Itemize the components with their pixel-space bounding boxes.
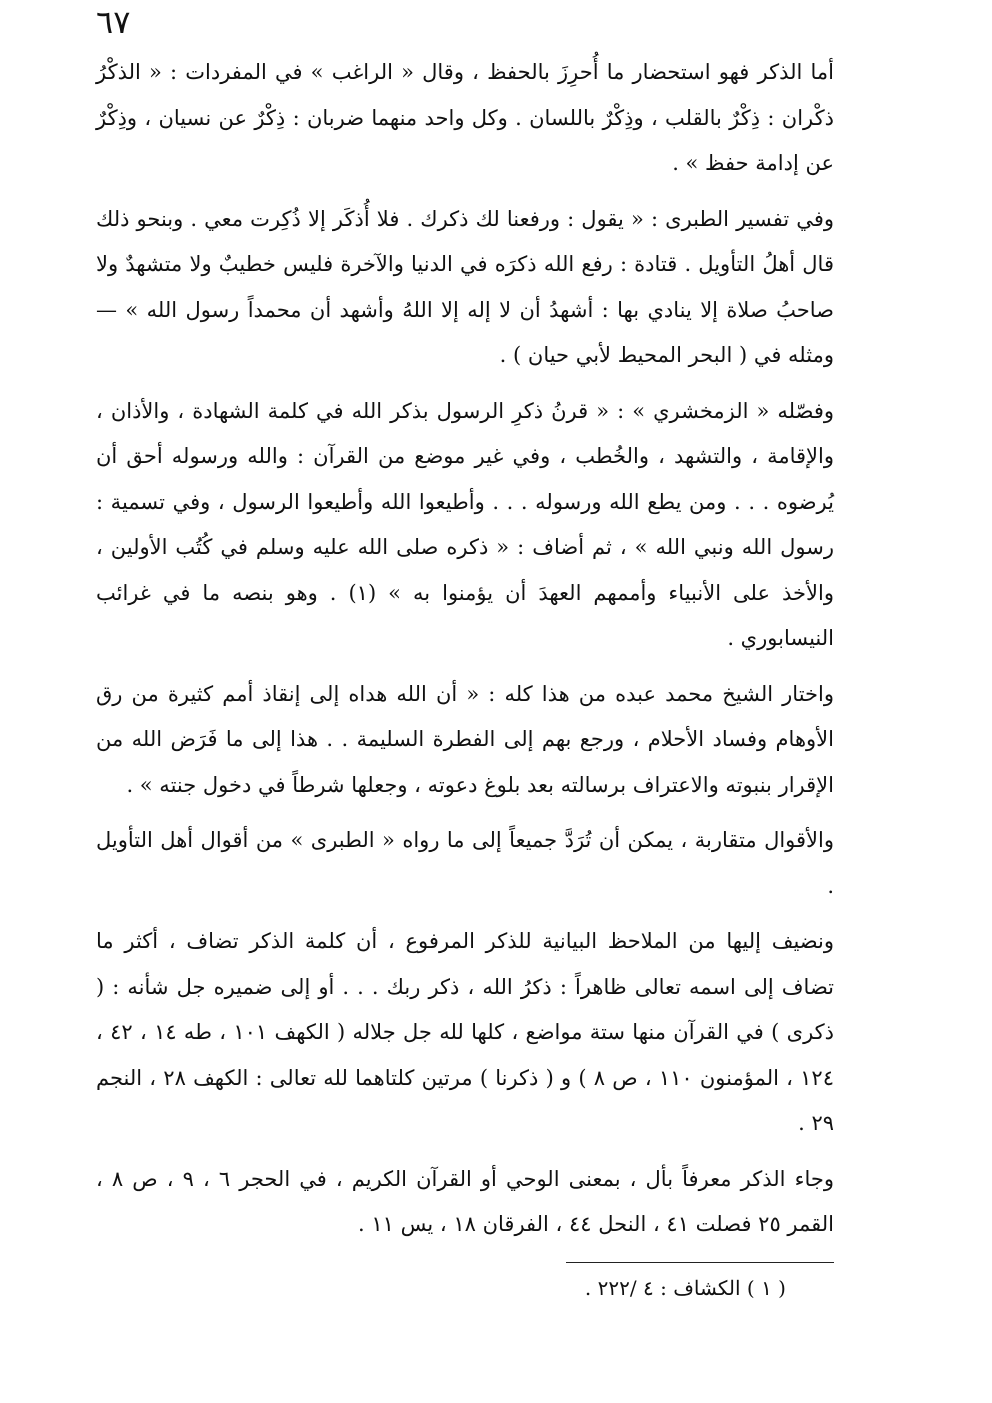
paragraph-sayings-convergent: والأقوال متقاربة ، يمكن أن تُرَدَّ جميعاً إلى ما رواه « الطبرى » من أقوال أهل التأويل . <box>96 828 834 898</box>
paragraph-rhetorical-notes: ونضيف إليها من الملاحظ البيانية للذكر المرفوع ، أن كلمة الذكر تضاف ، أكثر ما تضاف إلى اسمه تعالى ظاهراً : ذكرُ الله ، ذكر ربك . . . أو إلى ضميره جل شأنه : ( ذكرى ) في القرآن منها ستة مواضع ، كلها لله جل جلاله ( الكهف ١٠١ ، طه ١٤ ، ٤٢ ، ١٢٤ ، المؤمنون ١١٠ ، ص ٨ ) و ( ذكرنا ) مرتين كلتاهما لله تعالى : الكهف ٢٨ ، النجم ٢٩ . <box>96 929 835 1135</box>
paragraph-zamakhshari: وفصّله « الزمخشري » : « قرنُ ذكرِ الرسول بذكر الله في كلمة الشهادة ، والأذان ، والإقامة ، والتشهد ، والخُطب ، وفي غير موضع من القرآن : والله ورسوله أحق أن يُرضوه . . . ومن يطع الله ورسوله . . . وأطيعوا الله وأطيعوا الرسول ، وفي تسمية : رسول الله ونبي الله » ، ثم أضاف : « ذكره صلى الله عليه وسلم في كُتُب الأولين ، والأخذ على الأنبياء وأممهم العهدَ أن يؤمنوا به » (١) . وهو بنصه ما في غرائب النيسابوري . <box>96 398 834 650</box>
footnote: ( ١ ) الكشاف : ٤ /٢٢٢ . <box>584 1276 786 1300</box>
paragraph-definite-dhikr: وجاء الذكر معرفاً بأل ، بمعنى الوحي أو القرآن الكريم ، في الحجر ٦ ، ٩ ، ص ٨ ، القمر ٢٥ فصلت ٤١ ، النحل ٤٤ ، الفرقان ١٨ ، يس ١١ . <box>96 1166 834 1236</box>
main-text <box>96 50 834 1248</box>
paragraph-definition-of-dhikr: أما الذكر فهو استحضار ما أُحرِزَ بالحفظ ، وقال « الراغب » في المفردات : « الذكْرُ ذكْران : ذِكْرٌ بالقلب ، وذِكْرٌ باللسان . وكل واحد منهما ضربان : ذِكْرٌ عن نسيان ، وذِكْرٌ عن إدامة حفظ » . <box>96 60 834 175</box>
paragraph-tabari-tafsir: وفي تفسير الطبرى : « يقول : ورفعنا لك ذكرك . فلا أُذكَر إلا ذُكِرت معي . وبنحو ذلك قال أهلُ التأويل . قتادة : رفع الله ذكرَه في الدنيا والآخرة فليس خطيبٌ ولا متشهدٌ ولا صاحبُ صلاة إلا ينادي بها : أشهدُ أن لا إله إلا اللهُ وأشهد أن محمداً رسول الله » — ومثله في ( البحر المحيط لأبي حيان ) . <box>96 206 834 367</box>
footnote-divider <box>566 1262 834 1263</box>
page-number: ٦٧ <box>96 3 131 41</box>
paragraph-muhammad-abduh: واختار الشيخ محمد عبده من هذا كله : « أن الله هداه إلى إنقاذ أمم كثيرة من رق الأوهام وفساد الأحلام ، ورجع بهم إلى الفطرة السليمة . . هذا إلى ما فَرَض الله من الإقرار بنبوته والاعتراف برسالته بعد بلوغ دعوته ، وجعلها شرطاً في دخول جنته » . <box>96 681 834 797</box>
